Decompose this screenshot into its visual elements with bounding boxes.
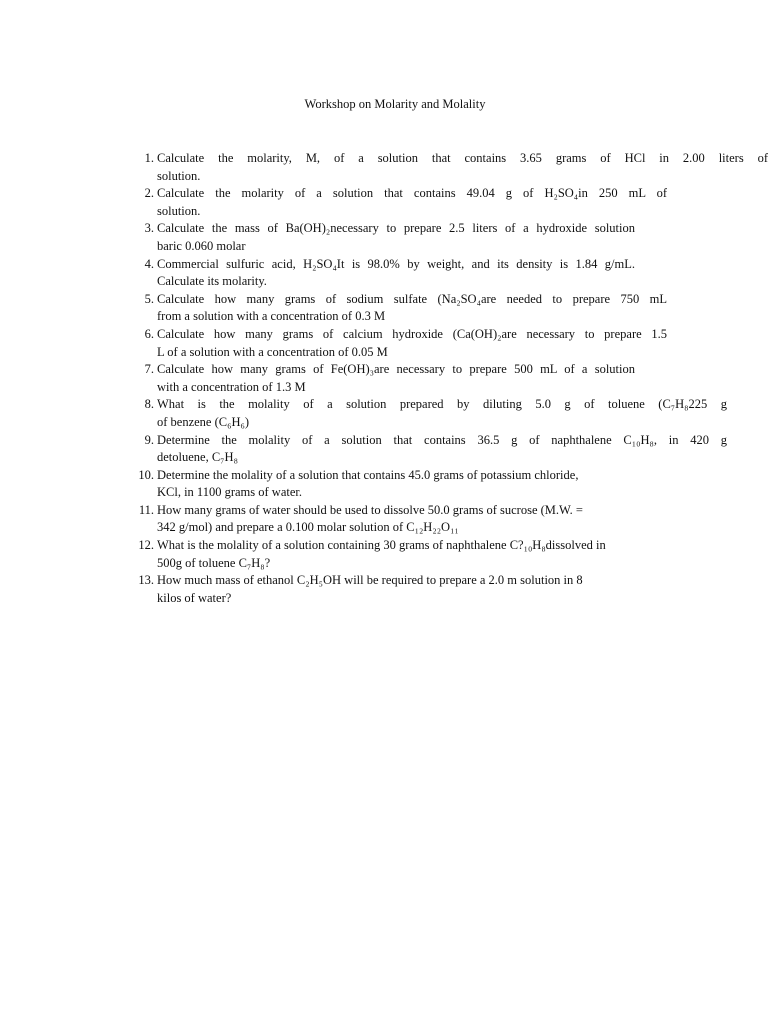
- question-text-line: Calculate how many grams of Fe(OH)₃are necessary to prepare 500 mL of a solution: [157, 362, 635, 377]
- question-number: 9.: [144, 432, 154, 447]
- question-number: 13.: [138, 573, 154, 588]
- question-text-line: Calculate the molarity, M, of a solution that contains 3.65 grams of HCl in 2.00 liters of: [157, 151, 768, 165]
- question-item: [130, 256, 768, 291]
- question-number: 7.: [144, 362, 154, 377]
- question-number: 8.: [144, 397, 154, 412]
- question-item: [130, 185, 768, 220]
- question-item: [130, 291, 768, 326]
- question-number: 11.: [138, 502, 154, 517]
- question-item: [130, 432, 768, 467]
- question-item: [130, 537, 768, 572]
- question-text-line: solution.: [157, 168, 201, 183]
- question-text-line: 500g of toluene C₇H₈?: [157, 555, 271, 570]
- question-text-line: KCl, in 1100 grams of water.: [157, 485, 303, 500]
- question-item: [130, 502, 768, 537]
- question-text-line: How much mass of ethanol C₂H₅OH will be required to prepare a 2.0 m solution in 8: [157, 573, 583, 588]
- question-number: 1.: [144, 151, 154, 165]
- question-text-line: L of a solution with a concentration of 0.05 M: [157, 344, 388, 359]
- question-text-line: solution.: [157, 203, 201, 218]
- question-text-line: What is the molality of a solution containing 30 grams of naphthalene C?₁₀H₈dissolved in: [157, 538, 606, 553]
- question-item: [130, 220, 768, 255]
- question-number: 2.: [144, 186, 154, 201]
- question-text-line: Calculate the mass of Ba(OH)₂necessary to prepare 2.5 liters of a hydroxide solution: [157, 221, 635, 236]
- question-text-line: What is the molality of a solution prepared by diluting 5.0 g of toluene (C₇H₈225 g: [157, 397, 727, 412]
- question-text-line: from a solution with a concentration of 0.3 M: [157, 309, 386, 324]
- question-number: 3.: [144, 221, 154, 236]
- question-text-line: 342 g/mol) and prepare a 0.100 molar solution of C₁₂H₂₂O₁₁: [157, 520, 459, 535]
- question-text-line: Calculate how many grams of sodium sulfate (Na₂SO₄are needed to prepare 750 mL: [157, 291, 667, 306]
- question-text-line: Calculate its molarity.: [157, 274, 267, 289]
- question-text-line: with a concentration of 1.3 M: [157, 379, 306, 394]
- question-number: 10.: [138, 467, 154, 482]
- question-text-line: detoluene, C₇H₈: [157, 450, 238, 465]
- question-item: [130, 396, 768, 431]
- question-number: 4.: [144, 256, 154, 271]
- question-text-line: Commercial sulfuric acid, H₂SO₄It is 98.0% by weight, and its density is 1.84 g/mL.: [157, 256, 635, 271]
- question-text-line: Calculate how many grams of calcium hydroxide (Ca(OH)₂are necessary to prepare 1.5: [157, 326, 667, 341]
- question-number: 6.: [144, 326, 154, 341]
- question-item: [130, 326, 768, 361]
- question-list: [130, 150, 768, 607]
- question-text-line: Determine the molality of a solution that contains 36.5 g of naphthalene C₁₀H₈, in 420 g: [157, 432, 727, 447]
- question-text-line: baric 0.060 molar: [157, 238, 246, 253]
- question-text-line: of benzene (C₆H₆): [157, 414, 250, 429]
- question-item: [130, 150, 768, 185]
- question-text-line: How many grams of water should be used to dissolve 50.0 grams of sucrose (M.W. =: [157, 502, 583, 517]
- question-text-line: Determine the molality of a solution that contains 45.0 grams of potassium chloride,: [157, 467, 579, 482]
- question-text-line: kilos of water?: [157, 590, 232, 605]
- question-item: [130, 361, 768, 396]
- question-text-line: Calculate the molarity of a solution that contains 49.04 g of H₂SO₄in 250 mL of: [157, 186, 667, 201]
- document-title: Workshop on Molarity and Molality: [304, 97, 486, 111]
- question-item: [130, 467, 768, 502]
- question-item: [130, 572, 768, 607]
- question-number: 5.: [144, 291, 154, 306]
- question-number: 12.: [138, 538, 154, 553]
